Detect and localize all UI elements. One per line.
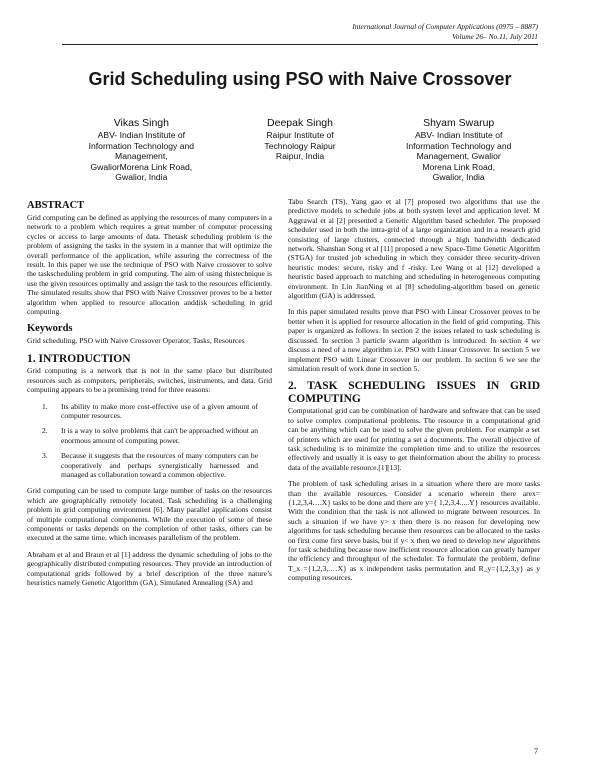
author-3 xyxy=(379,117,538,183)
abstract-heading: ABSTRACT xyxy=(27,200,85,211)
author-name: Shyam Swarup xyxy=(423,117,495,129)
author-name: Vikas Singh xyxy=(113,117,169,129)
author-affiliation-line: ABV- Indian Institute of xyxy=(414,130,503,140)
author-affiliation-line: Management, xyxy=(115,151,168,162)
author-affiliation-line: Information Technology and xyxy=(88,140,195,151)
author-affiliation-line: ABV- Indian Institute of xyxy=(97,130,186,140)
author-affiliation-line: Information Technology and xyxy=(405,140,512,151)
paper-title: Grid Scheduling using PSO with Naive Crossover xyxy=(88,69,512,89)
journal-name: International Journal of Computer Applications (0975 – 8887) xyxy=(352,22,538,31)
journal-volume: Volume 26– No.11, July 2011 xyxy=(452,32,538,41)
intro-paragraph-1: Grid computing is a network that is not in the same place but distributed resources such as computers, peripherals, switches, instruments, and data. Grid computing appears to be a promising trend for three reasons: xyxy=(27,366,272,395)
author-affiliation-line: Technology Raipur xyxy=(264,140,336,151)
author-affiliation-line: Morena Link Road, xyxy=(422,161,495,172)
right-paragraph-2: In this paper simulated results prove that PSO with Linear Crossover proves to be better when it is applied for resource allocation in the field of grid computing. This paper is organized as follows. In section 2 the issues related to task scheduling is discussed. In section 3 particle swarm algorithm is introduced. In section 4 we discuss a need of a new algorithm i.e. PSO with Linear Crossover. In section 5 we implement PSO with Linear Crossover in our problem. In section 6 we see the simulation result of work done in section 5. xyxy=(288,307,540,373)
section-2-paragraph-2: The problem of task scheduling arises in a situation where there are more tasks than the available resources. Consider a scenario wherein there arex={1,2,3,4….X} tasks to be done and there are y={ 1,2,3,4.....Y} resources available. With the condition that the task is not allowed to migrate between resources. In such a situation if we have y> x then there is no reason for developing new algorithms for task scheduling because then resources can be allocated to the tasks on first come first serve basis, but if y< x then we need to develop new algorithms for task scheduling because now inefficient resource allocation can greatly hamper the efficiency and throughput of the scheduler. To formulate the problem, define T_x ={1,2,3,.…X} as x independent tasks permutation and R_y={1,2,3,y} as y computing resources. xyxy=(288,479,540,583)
list-item xyxy=(27,426,272,445)
reasons-list xyxy=(27,402,272,480)
author-1 xyxy=(62,117,221,183)
section-2-paragraph-1: Computational grid can be combination of hardware and software that can be used to solve complex computational problems. The resource in a computational grid can be anything which can be used to solve the given problem. For example a set of printers which are used for printing a set a documents. The overall objective of task scheduling is to minimize the completion time and to utilize the resources effectively and usually it is easy to get theinformation about the ability to process data of the available resource.[1][13]. xyxy=(288,406,540,472)
right-paragraph-1: Tabu Search (TS). Yang gao et al [7] proposed two algorithms that use the predictive models to schedule jobs at both system level and application level. M Aggrawal et al [2] presented a Genetic Algorithm based scheduler. The proposed scheduler used in both the intra-grid of a large organization and in a research grid consisting of large clusters, connected through a high bandwidth dedicated network. Shanshan Song et al [11] proposed a new Space-Time Genetic Algorithm (STGA) for trusted job scheduling in which they consider three security-driven heuristic modes: secure, risky and f -risky. Lee Wang et al [12] developed a heuristic based approach to matching and scheduling in heterogeneous computing environment. In Lin JianNing et al [8] scheduling-algorithm based on genetic algorithm (GA) is addressed. xyxy=(288,197,540,301)
journal-header xyxy=(352,22,538,42)
list-item-number: 1. xyxy=(42,401,48,411)
list-item xyxy=(27,451,272,479)
list-item-text: Its ability to make more cost-effective use of a given amount of computer resources. xyxy=(61,401,258,420)
right-column xyxy=(288,197,540,590)
author-affiliation-line: Raipur Institute of xyxy=(266,130,334,140)
author-affiliation-line: Gwalior, India xyxy=(432,172,485,183)
introduction-heading: 1. INTRODUCTION xyxy=(27,352,131,365)
abstract-text: Grid computing can be defined as applying the resources of many computers in a network to a problem which requires a great number of computer processing cycles or access to large amounts of data. Thetask scheduling problem is the problem of assigning the tasks in the system in a manner that will optimize the overall performance of the application, while assuring the correctness of the result. In this paper we use the technique of PSO with Naive crossover to solve the taskscheduling problem in grid computing. The aim of using thistechnique is use the given resources optimally and assign the task to the resources efficiently. The simulated results show that PSO with Naive Crossover proves to be a better algorithm when applied to resource allocation anddisk scheduling in grid computing. xyxy=(27,213,272,317)
author-affiliation-line: Management, Gwalior xyxy=(416,151,501,162)
author-2 xyxy=(221,117,380,183)
author-name: Deepak Singh xyxy=(267,117,333,129)
list-item-number: 3. xyxy=(42,451,48,461)
keywords-heading: Keywords xyxy=(27,323,73,335)
list-item-text: Because it suggests that the resources of many computers can be cooperatively and perhaps synergistically harnessed and managed as collaboration toward a common objective. xyxy=(61,451,258,480)
intro-paragraph-3: Abraham et al and Braun et al [1] address the dynamic scheduling of jobs to the geographically distributed computing resources. They provide an introduction of computational grids followed by a brief description of the three nature’s heuristics namely Genetic Algorithm (GA), Simulated Annealing (SA) and xyxy=(27,549,272,588)
section-2-heading: 2. TASK SCHEDULING ISSUES IN GRID COMPUTING xyxy=(288,380,540,405)
author-block xyxy=(62,117,538,183)
left-column xyxy=(27,200,272,595)
list-item xyxy=(27,402,272,421)
list-item-text: It is a way to solve problems that can't be approached without an enormous amount of computing power. xyxy=(61,426,258,445)
author-affiliation-line: Gwalior, India xyxy=(115,172,168,183)
author-affiliation-line: Raipur, India xyxy=(275,151,325,162)
page-number: 7 xyxy=(534,747,538,756)
intro-paragraph-2: Grid computing can be used to compute large number of tasks on the resources which are geographically remotely located. Task scheduling is a challenging problem in grid computing environment [6]. Many parallel applications consist of multiple computational components. While the execution of some of these components or tasks depends on the completion of other tasks, others can be executed at the same time, which increases parallelism of the problem. xyxy=(27,486,272,543)
keywords-text: Grid scheduling, PSO with Naive Crossover Operator, Tasks, Resources xyxy=(27,336,245,346)
header-rule xyxy=(62,44,538,45)
list-item-number: 2. xyxy=(42,426,48,436)
author-affiliation-line: GwaliorMorena Link Road, xyxy=(90,161,193,172)
